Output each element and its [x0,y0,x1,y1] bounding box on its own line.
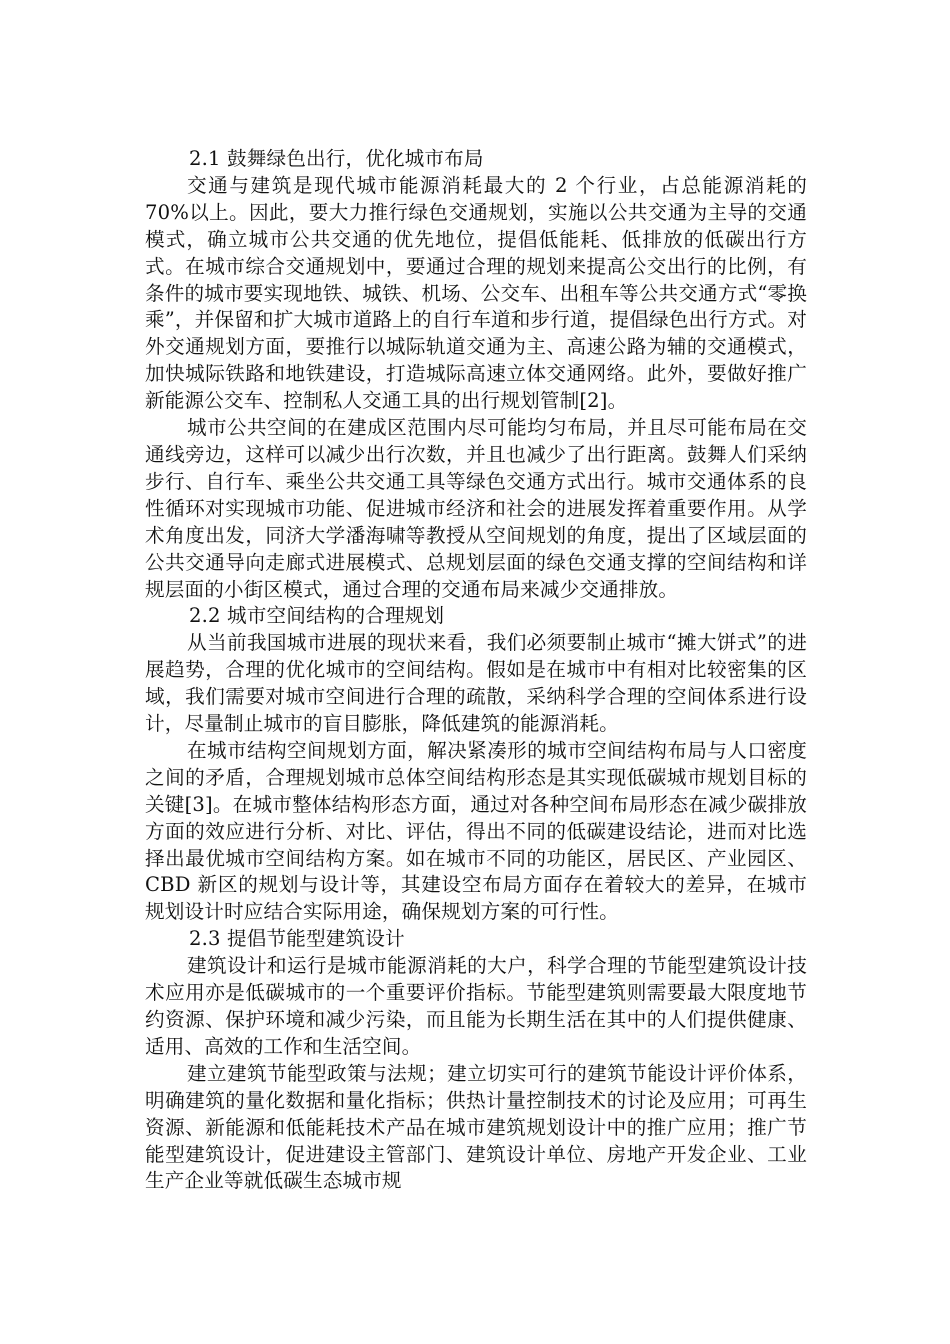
section-2-2 [145,603,807,926]
section-2-1 [145,146,807,603]
section-2-3 [145,926,807,1195]
paragraph: 交通与建筑是现代城市能源消耗最大的 2 个行业，占总能源消耗的 70%以上。因此，要大力推行绿色交通规划，实施以公共交通为主导的交通模式，确立城市公共交通的优先地位，提倡低能耗、低排放的低碳出行方式。在城市综合交通规划中，要通过合理的规划来提高公交出行的比例，有条件的城市要实现地铁、城铁、机场、公交车、出租车等公共交通方式“零换乘”，并保留和扩大城市道路上的自行车道和步行道，提倡绿色出行方式。对外交通规划方面，要推行以城际轨道交通为主、高速公路为辅的交通模式，加快城际铁路和地铁建设，打造城际高速立体交通网络。此外，要做好推广新能源公交车、控制私人交通工具的出行规划管制[2]。 [145,173,807,413]
paragraph: 从当前我国城市进展的现状来看，我们必须要制止城市“摊大饼式”的进展趋势，合理的优化城市的空间结构。假如是在城市中有相对比较密集的区域，我们需要对城市空间进行合理的疏散，采纳科学合理的空间体系进行设计，尽量制止城市的盲目膨胀，降低建筑的能源消耗。 [145,631,807,736]
section-heading: 2.2 城市空间结构的合理规划 [189,604,445,628]
paragraph: 建立建筑节能型政策与法规；建立切实可行的建筑节能设计评价体系，明确建筑的量化数据和量化指标；供热计量控制技术的讨论及应用；可再生资源、新能源和低能耗技术产品在城市建筑规划设计中的推广应用；推广节能型建筑设计，促进建设主管部门、建筑设计单位、房地产开发企业、工业生产企业等就低碳生态城市规 [145,1061,807,1193]
paragraph: 城市公共空间的在建成区范围内尽可能均匀布局，并且尽可能布局在交通线旁边，这样可以减少出行次数，并且也减少了出行距离。鼓舞人们采纳步行、自行车、乘坐公共交通工具等绿色交通方式出行。城市交通体系的良性循环对实现城市功能、促进城市经济和社会的进展发挥着重要作用。从学术角度出发，同济大学潘海啸等教授从空间规划的角度，提出了区域层面的公共交通导向走廊式进展模式、总规划层面的绿色交通支撑的空间结构和详规层面的小街区模式，通过合理的交通布局来减少交通排放。 [145,416,807,601]
section-heading: 2.1 鼓舞绿色出行，优化城市布局 [189,147,484,170]
section-heading: 2.3 提倡节能型建筑设计 [189,927,405,951]
paragraph: 在城市结构空间规划方面，解决紧凑形的城市空间结构布局与人口密度之间的矛盾，合理规划城市总体空间结构形态是其实现低碳城市规划目标的关键[3]。在城市整体结构形态方面，通过对各种空间布局形态在减少碳排放方面的效应进行分析、对比、评估，得出不同的低碳建设结论，进而对比选择出最优城市空间结构方案。如在城市不同的功能区，居民区、产业园区、CBD 新区的规划与设计等，其建设空布局方面存在着较大的差异，在城市规划设计时应结合实际用途，确保规划方案的可行性。 [145,738,807,924]
document-page [145,146,807,1195]
paragraph: 建筑设计和运行是城市能源消耗的大户，科学合理的节能型建筑设计技术应用亦是低碳城市的一个重要评价指标。节能型建筑则需要最大限度地节约资源、保护环境和减少污染，而且能为长期生活在其中的人们提供健康、适用、高效的工作和生活空间。 [145,954,807,1058]
